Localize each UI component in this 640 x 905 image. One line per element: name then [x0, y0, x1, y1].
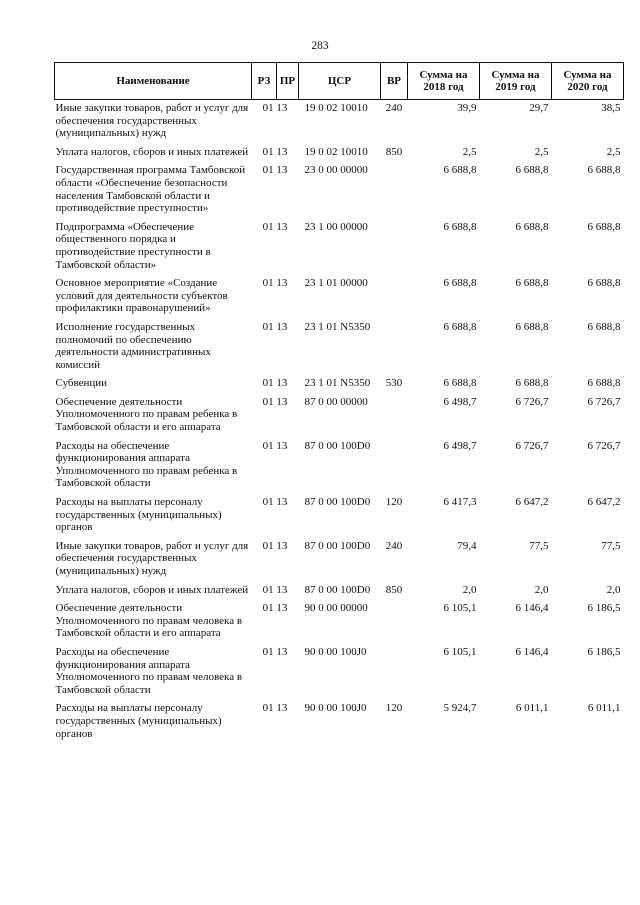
row-sum-2018: 5 924,7 [443, 702, 477, 715]
row-name: Подпрограмма «Обеспечение общественного порядка и противодействие преступности в Тамбовской области» [55, 220, 211, 271]
row-vr [381, 319, 408, 375]
table-row [55, 375, 624, 394]
row-vr [381, 644, 408, 700]
row-csr: 87 0 00 100D0 [304, 496, 371, 509]
row-sum-2019: 6 146,4 [515, 645, 549, 658]
table-row [55, 319, 624, 375]
row-vr [381, 162, 408, 218]
row-name: Обеспечение деятельности Уполномоченного по правам ребенка в Тамбовской области и его аппарата [55, 395, 238, 434]
header-sum-2020: Сумма на 2020 год [552, 63, 624, 100]
row-vr: 120 [385, 496, 403, 509]
row-sum-2018: 6 498,7 [443, 439, 477, 452]
row-name: Расходы на обеспечение функционирования аппарата Уполномоченного по правам человека в Тамбовской области [55, 645, 243, 696]
row-sum-2020: 38,5 [601, 102, 621, 114]
header-sum-2019: Сумма на 2019 год [480, 63, 552, 100]
table-row [55, 644, 624, 700]
row-rz-pr: 01 13 [262, 320, 288, 333]
row-name: Расходы на обеспечение функционирования аппарата Уполномоченного по правам ребенка в Тамбовской области [55, 439, 238, 490]
row-sum-2018: 6 688,8 [443, 320, 477, 333]
row-csr: 23 1 01 N5350 [304, 320, 371, 333]
row-sum-2020: 6 688,8 [587, 377, 621, 390]
row-vr: 850 [385, 583, 403, 596]
row-csr: 90 0 00 100J0 [304, 702, 367, 715]
row-sum-2020: 6 647,2 [587, 496, 621, 509]
row-sum-2020: 6 726,7 [587, 439, 621, 452]
row-vr: 850 [385, 145, 403, 158]
table-row [55, 700, 624, 744]
row-sum-2020: 77,5 [601, 539, 621, 552]
header-sum-2018: Сумма на 2018 год [408, 63, 480, 100]
row-sum-2018: 2,5 [462, 145, 477, 158]
row-csr: 87 0 00 100D0 [304, 539, 371, 552]
row-vr: 240 [385, 102, 403, 114]
page-number: 283 [311, 40, 329, 52]
row-csr: 87 0 00 100D0 [304, 439, 371, 452]
row-vr [381, 438, 408, 494]
header-pr: ПР [277, 63, 299, 100]
table-row [55, 275, 624, 319]
row-sum-2018: 6 688,8 [443, 220, 477, 233]
row-sum-2020: 6 688,8 [587, 164, 621, 177]
row-rz-pr: 01 13 [262, 164, 288, 177]
table-row [55, 438, 624, 494]
table-body [55, 100, 624, 745]
row-sum-2018: 79,4 [457, 539, 477, 552]
header-csr: ЦСР [299, 63, 381, 100]
row-rz-pr: 01 13 [262, 645, 288, 658]
row-vr [381, 394, 408, 438]
row-csr: 19 0 02 10010 [304, 145, 368, 158]
row-name: Иные закупки товаров, работ и услуг для обеспечения государственных (муниципальных) нужд [55, 539, 249, 577]
row-csr: 90 0 00 00000 [304, 602, 368, 615]
row-sum-2019: 2,5 [534, 145, 549, 158]
row-sum-2018: 6 688,8 [443, 277, 477, 290]
budget-table [54, 62, 624, 744]
row-sum-2019: 6 688,8 [515, 164, 549, 177]
row-sum-2019: 2,0 [534, 583, 549, 596]
row-sum-2018: 6 688,8 [443, 164, 477, 177]
row-rz-pr: 01 13 [262, 583, 288, 596]
row-sum-2019: 6 688,8 [515, 320, 549, 333]
row-csr: 87 0 00 00000 [304, 395, 368, 408]
row-name: Уплата налогов, сборов и иных платежей [55, 145, 249, 158]
table-row [55, 219, 624, 275]
table-row [55, 582, 624, 601]
row-sum-2020: 6 186,5 [587, 645, 621, 658]
row-sum-2020: 6 688,8 [587, 220, 621, 233]
row-csr: 23 1 01 00000 [304, 277, 368, 290]
row-rz-pr: 01 13 [262, 702, 288, 715]
table-row [55, 394, 624, 438]
row-name: Основное мероприятие «Создание условий для деятельности субъектов профилактики правонарушений» [55, 277, 228, 315]
row-name: Расходы на выплаты персоналу государственных (муниципальных) органов [55, 702, 222, 740]
row-sum-2018: 6 417,3 [443, 496, 477, 509]
row-sum-2018: 39,9 [457, 102, 477, 114]
row-rz-pr: 01 13 [262, 377, 288, 390]
row-sum-2019: 77,5 [529, 539, 549, 552]
row-vr: 120 [385, 702, 403, 715]
row-sum-2018: 2,0 [462, 583, 477, 596]
table-row [55, 538, 624, 582]
row-rz-pr: 01 13 [262, 102, 288, 114]
row-rz-pr: 01 13 [262, 439, 288, 452]
row-sum-2020: 6 688,8 [587, 320, 621, 333]
row-sum-2018: 6 688,8 [443, 377, 477, 390]
row-rz-pr: 01 13 [262, 220, 288, 233]
row-csr: 19 0 02 10010 [304, 102, 368, 114]
row-sum-2019: 6 688,8 [515, 377, 549, 390]
row-name: Расходы на выплаты персоналу государственных (муниципальных) органов [55, 496, 222, 534]
row-sum-2020: 2,5 [606, 145, 621, 158]
row-sum-2020: 6 726,7 [587, 395, 621, 408]
row-sum-2018: 6 498,7 [443, 395, 477, 408]
row-rz-pr: 01 13 [262, 602, 288, 615]
row-name: Субвенции [55, 377, 108, 390]
row-sum-2019: 6 146,4 [515, 602, 549, 615]
row-sum-2018: 6 105,1 [443, 645, 477, 658]
row-name: Исполнение государственных полномочий по обеспечению деятельности административных комиссий [55, 320, 211, 371]
row-name: Иные закупки товаров, работ и услуг для обеспечения государственных (муниципальных) нужд [55, 102, 249, 140]
row-sum-2020: 6 011,1 [587, 702, 621, 715]
row-vr [381, 219, 408, 275]
table-row [55, 162, 624, 218]
row-sum-2019: 6 011,1 [515, 702, 549, 715]
header-rz: РЗ [252, 63, 277, 100]
row-name: Государственная программа Тамбовской области «Обеспечение безопасности населения Тамбовской области и противодействие преступности» [55, 164, 246, 215]
row-sum-2018: 6 105,1 [443, 602, 477, 615]
row-vr: 240 [385, 539, 403, 552]
row-rz-pr: 01 13 [262, 145, 288, 158]
row-sum-2019: 6 688,8 [515, 220, 549, 233]
row-sum-2019: 6 726,7 [515, 395, 549, 408]
table-header-row [55, 63, 624, 100]
row-sum-2019: 29,7 [529, 102, 549, 114]
row-sum-2020: 6 186,5 [587, 602, 621, 615]
row-csr: 90 0 00 100J0 [304, 645, 367, 658]
row-rz-pr: 01 13 [262, 395, 288, 408]
row-csr: 23 0 00 00000 [304, 164, 368, 177]
row-vr [381, 600, 408, 644]
header-vr: ВР [381, 63, 408, 100]
row-csr: 23 1 00 00000 [304, 220, 368, 233]
row-rz-pr: 01 13 [262, 277, 288, 290]
table-row [55, 600, 624, 644]
row-csr: 87 0 00 100D0 [304, 583, 371, 596]
row-sum-2019: 6 688,8 [515, 277, 549, 290]
row-csr: 23 1 01 N5350 [304, 377, 371, 390]
table-row [55, 494, 624, 538]
row-sum-2020: 6 688,8 [587, 277, 621, 290]
row-vr: 530 [385, 377, 403, 390]
table-row [55, 144, 624, 163]
row-sum-2020: 2,0 [606, 583, 621, 596]
row-rz-pr: 01 13 [262, 539, 288, 552]
row-vr [381, 275, 408, 319]
row-rz-pr: 01 13 [262, 496, 288, 509]
row-name: Обеспечение деятельности Уполномоченного по правам человека в Тамбовской области и его аппарата [55, 602, 243, 640]
row-sum-2019: 6 647,2 [515, 496, 549, 509]
row-name: Уплата налогов, сборов и иных платежей [55, 583, 249, 596]
header-name: Наименование [55, 63, 252, 100]
table-row [55, 100, 624, 144]
row-sum-2019: 6 726,7 [515, 439, 549, 452]
